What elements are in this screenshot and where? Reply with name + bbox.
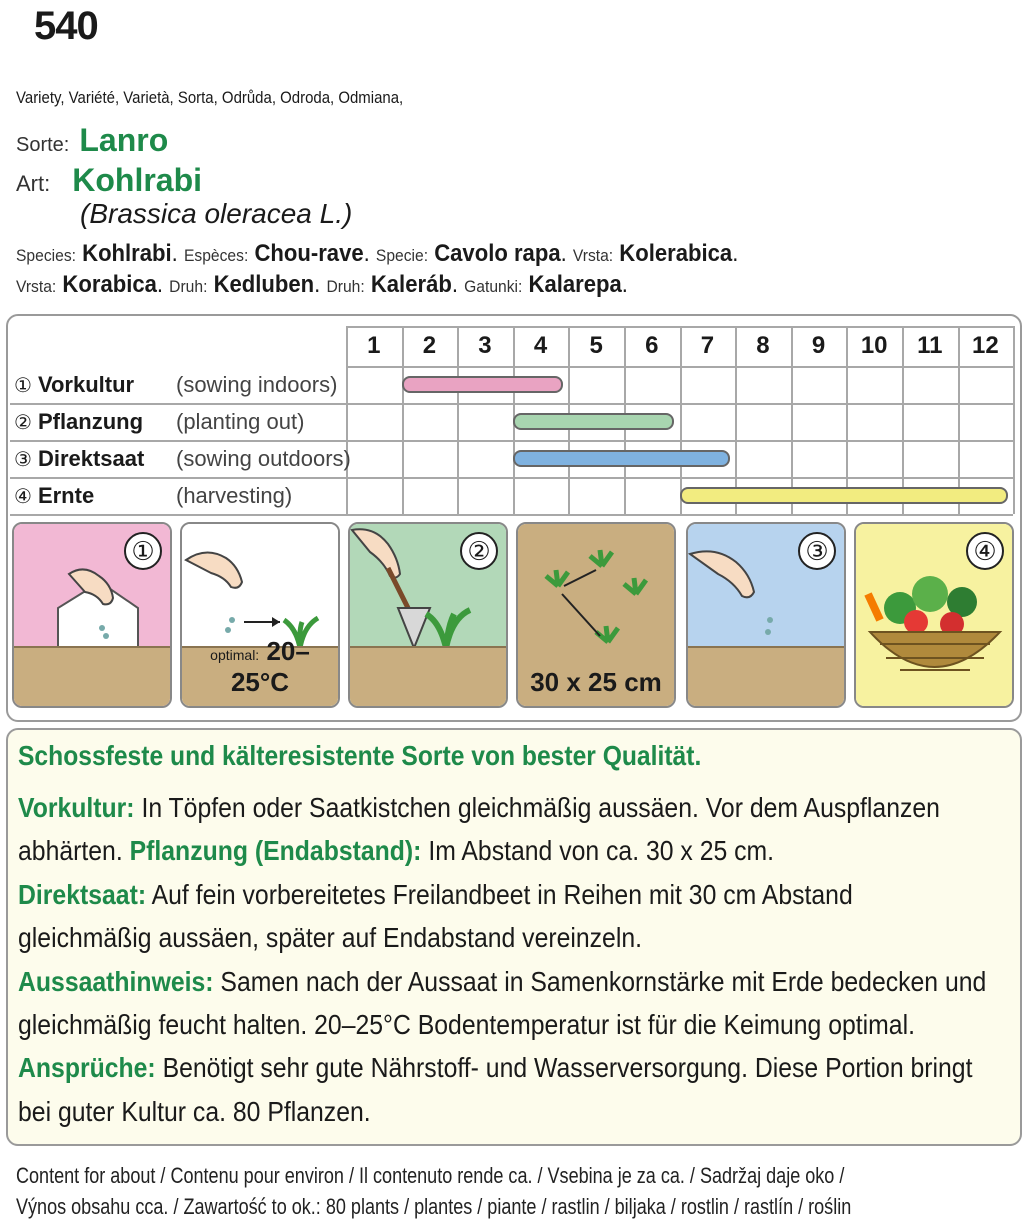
description-text [18, 786, 992, 1133]
month-header: 8 [756, 332, 770, 359]
row-title: Direktsaat [37, 446, 145, 471]
illustration-planting-out [348, 522, 508, 708]
lang-value: Chou-rave [254, 240, 364, 267]
period-bar [513, 450, 730, 467]
lang-value: Kalarepa [528, 271, 622, 298]
month-header: 4 [533, 332, 548, 359]
soil [14, 646, 170, 706]
spacing-label: 30 x 25 cm [530, 667, 662, 697]
lang-value: Cavolo rapa [434, 240, 561, 267]
footer-line-1: Content for about / Contenu pour environ / Il contenuto rende ca. / Vsebina je za ca. / Sadržaj daje oko / [16, 1163, 845, 1188]
row-number: ④ [14, 486, 32, 508]
text-vorkultur: In Töpfen oder Saatkistchen gleichmäßig aussäen. Vor dem Auspflanzen abhärten. [18, 792, 940, 867]
month-header: 3 [478, 332, 492, 359]
lang-value: Kohlrabi [82, 240, 172, 267]
month-header: 7 [700, 332, 715, 359]
period-bar [513, 413, 674, 430]
variety-row [16, 122, 168, 159]
row-title: Vorkultur [37, 372, 135, 397]
species-label: Art: [16, 171, 51, 196]
calendar-row-label [14, 477, 293, 514]
illustration-harvest [854, 522, 1014, 708]
latin-name: (Brassica oleracea L.) [80, 198, 353, 229]
row-number: ① [14, 375, 32, 397]
lang-value: Kaleráb [370, 271, 452, 298]
calendar-row-label [14, 440, 351, 477]
variety-label: Sorte: [16, 134, 70, 156]
lang-label: Species: [16, 246, 76, 265]
month-header: 10 [860, 332, 888, 359]
calendar-row-label [14, 403, 305, 440]
lang-value: Korabica [62, 271, 157, 298]
row-subtitle: (sowing indoors) [176, 372, 338, 397]
row-subtitle: (sowing outdoors) [176, 446, 351, 471]
step-badge: ① [124, 532, 162, 570]
lang-label: Druh: [169, 277, 208, 296]
row-title: Ernte [37, 483, 95, 508]
lang-label: Vrsta: [572, 246, 614, 265]
term-aussaathinweis: Aussaathinweis: [18, 965, 214, 997]
illustration-sowing-indoors [12, 522, 172, 708]
text-pflanzung: Im Abstand von ca. 30 x 25 cm. [421, 835, 775, 867]
row-subtitle: (harvesting) [176, 483, 293, 508]
grid-line [1013, 326, 1015, 514]
period-bar [680, 487, 1008, 504]
text-direktsaat: Auf fein vorbereitetes Freilandbeet in Reihen mit 30 cm Abstand gleichmäßig aussäen, später auf Endabstand vereinzeln. [18, 878, 853, 954]
lang-label: Gatunki: [464, 277, 523, 296]
lang-value: Kolerabica [619, 240, 733, 267]
temperature-value: 20–25°C [230, 636, 310, 697]
step-badge: ③ [798, 532, 836, 570]
product-code: 540 [34, 4, 98, 48]
description-headline: Schossfeste und kälteresistente Sorte von bester Qualität. [18, 740, 702, 771]
illustration-sowing-outdoors [686, 522, 846, 708]
variety-label-line: Variety, Variété, Varietà, Sorta, Odrůda, Odroda, Odmiana, [16, 88, 404, 107]
row-number: ② [14, 412, 32, 434]
term-vorkultur: Vorkultur: [18, 792, 135, 823]
lang-label: Specie: [375, 246, 429, 265]
lang-label: Vrsta: [16, 277, 57, 296]
illustration-spacing [516, 522, 676, 708]
species-translations-line-2: Vrsta: Korabica. Druh: Kedluben. Druh: Kaleráb. Gatunki: Kalarepa. [16, 271, 628, 298]
row-number: ③ [14, 449, 32, 471]
month-header: 6 [645, 332, 659, 359]
term-ansprueche: Ansprüche: [18, 1052, 156, 1084]
variety-name: Lanro [79, 122, 169, 158]
species-translations-line-1: Species: Kohlrabi. Espèces: Chou-rave. Specie: Cavolo rapa. Vrsta: Kolerabica. [16, 240, 739, 267]
month-header: 2 [422, 332, 437, 359]
footer-line-2: Výnos obsahu cca. / Zawartość to ok.: 80 plants / plantes / piante / rastlin / biljaka / rostlin / rastlín / roślin [16, 1194, 852, 1219]
grid-line [10, 514, 1013, 516]
period-bar [402, 376, 563, 393]
step-badge: ④ [966, 532, 1004, 570]
grid-line [10, 403, 1013, 405]
soil [688, 646, 844, 706]
grid-line [10, 477, 1013, 479]
text-ansprueche: Benötigt sehr gute Nährstoff- und Wasserversorgung. Diese Portion bringt bei guter Kultur ca. 80 Pflanzen. [18, 1052, 973, 1127]
footer-content-note [16, 1160, 851, 1222]
row-subtitle: (planting out) [176, 409, 305, 434]
temperature-label [182, 636, 338, 698]
illustration-germination [180, 522, 340, 708]
lang-value: Kedluben [213, 271, 315, 298]
row-title: Pflanzung [37, 409, 144, 434]
species-name: Kohlrabi [72, 162, 203, 198]
term-direktsaat: Direktsaat: [18, 878, 147, 910]
grid-line [10, 440, 1013, 442]
sowing-calendar [10, 326, 1014, 512]
soil [350, 646, 506, 706]
step-badge: ② [460, 532, 498, 570]
species-row [16, 162, 202, 199]
month-header: 12 [972, 332, 999, 359]
term-pflanzung: Pflanzung (Endabstand): [129, 835, 422, 867]
month-header: 11 [917, 332, 943, 359]
month-header: 1 [367, 332, 381, 359]
month-header: 9 [811, 332, 826, 359]
lang-label: Druh: [326, 277, 365, 296]
calendar-row-label [14, 366, 338, 403]
month-header: 5 [589, 332, 603, 359]
text-aussaathinweis: Samen nach der Aussaat in Samenkornstärke mit Erde bedecken und gleichmäßig feucht halten. 20–25°C Bodentemperatur ist für die Keimung optimal. [18, 965, 987, 1041]
lang-label: Espèces: [183, 246, 249, 265]
optimal-label: optimal: [210, 647, 260, 663]
